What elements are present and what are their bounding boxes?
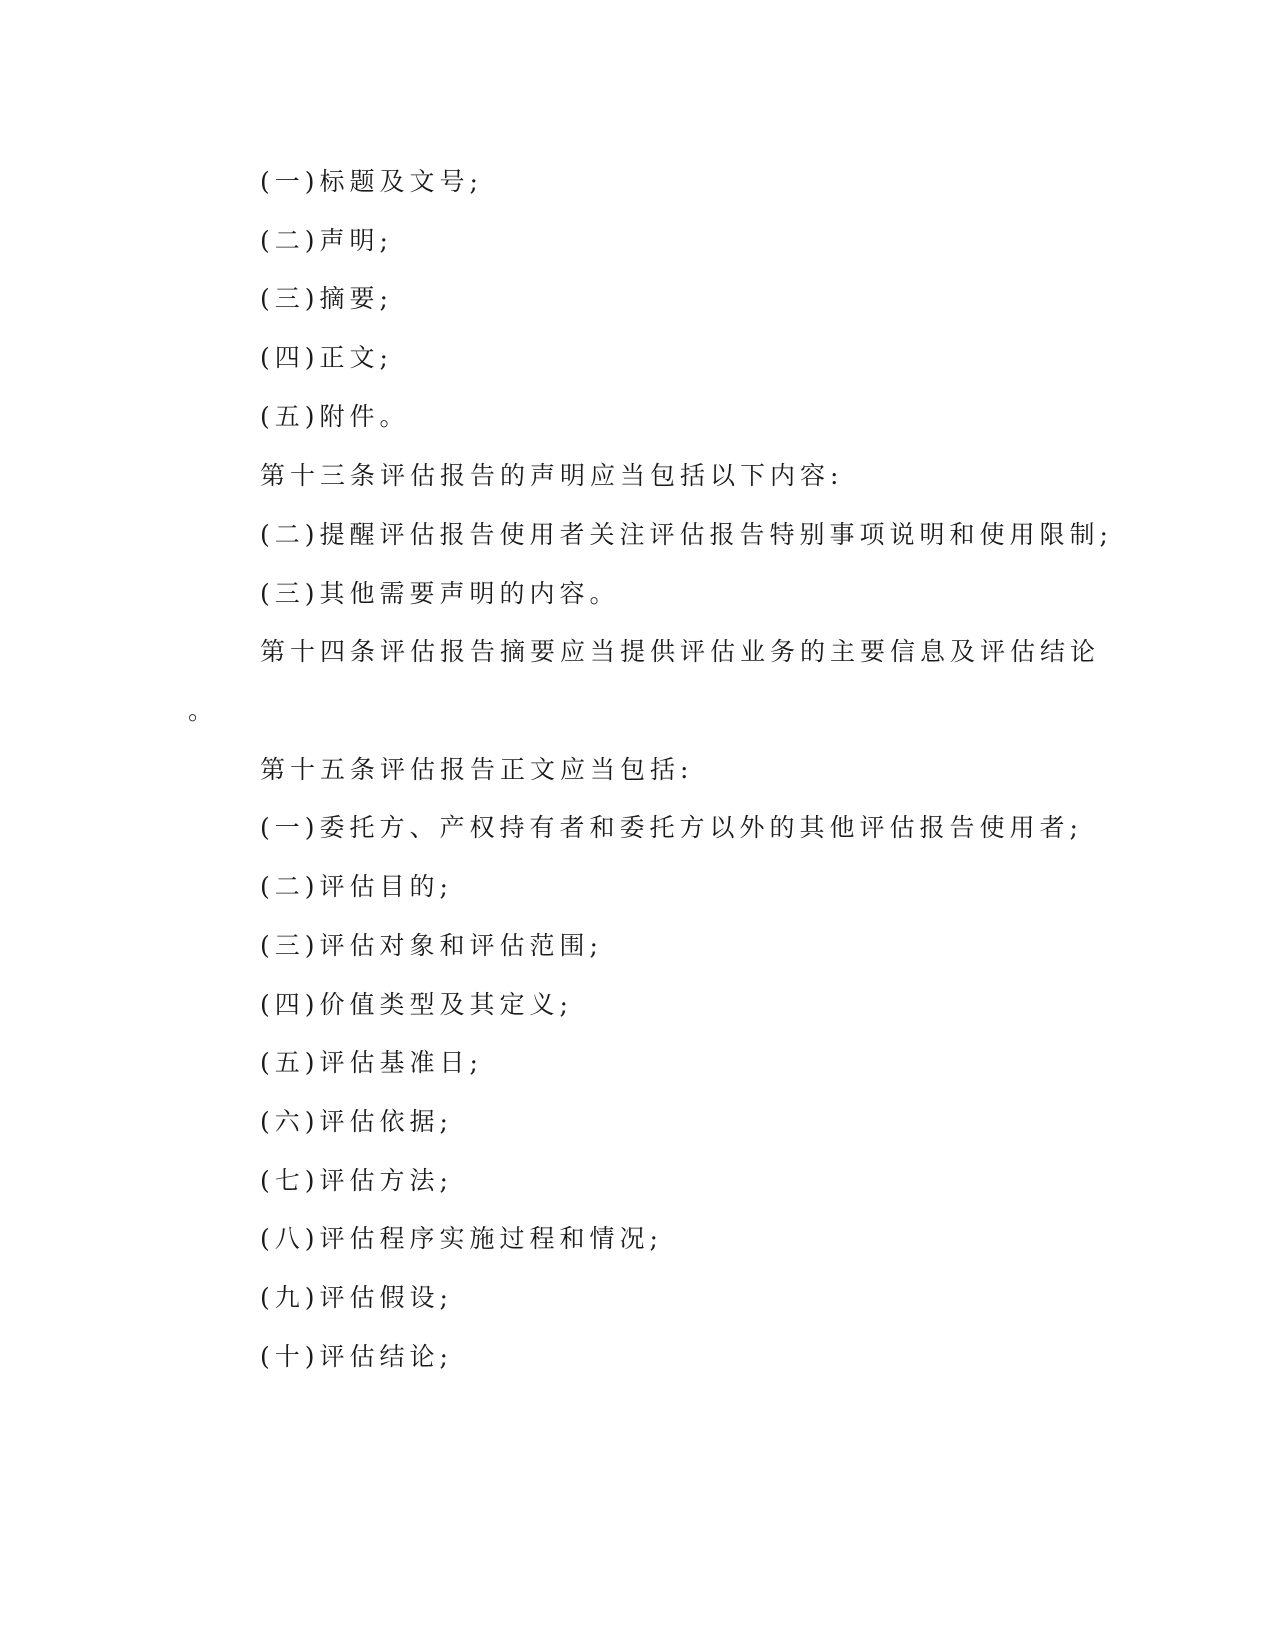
item-summary: (三)摘要; [260, 284, 393, 313]
article-13-heading: 第十三条评估报告的声明应当包括以下内容: [260, 461, 844, 490]
article-15-item-6: (六)评估依据; [260, 1107, 453, 1136]
article-14-text-end: 。 [188, 696, 219, 725]
article-15-item-5: (五)评估基准日; [260, 1048, 483, 1077]
article-15-item-10: (十)评估结论; [260, 1342, 453, 1371]
article-15-item-8: (八)评估程序实施过程和情况; [260, 1224, 663, 1253]
item-title-and-number: (一)标题及文号; [260, 167, 483, 196]
article-13-item-2: (二)提醒评估报告使用者关注评估报告特别事项说明和使用限制; [260, 520, 1113, 549]
item-statement: (二)声明; [260, 226, 393, 255]
item-attachments: (五)附件。 [260, 402, 410, 431]
article-13-item-3: (三)其他需要声明的内容。 [260, 579, 620, 608]
item-body-text: (四)正文; [260, 343, 393, 372]
article-15-item-1: (一)委托方、产权持有者和委托方以外的其他评估报告使用者; [260, 813, 1083, 842]
article-14-text: 第十四条评估报告摘要应当提供评估业务的主要信息及评估结论 [260, 637, 1101, 666]
article-15-heading: 第十五条评估报告正文应当包括: [260, 755, 694, 784]
article-15-item-2: (二)评估目的; [260, 872, 453, 901]
article-15-item-4: (四)价值类型及其定义; [260, 990, 573, 1019]
article-15-item-7: (七)评估方法; [260, 1166, 453, 1195]
article-15-item-3: (三)评估对象和评估范围; [260, 931, 603, 960]
article-15-item-9: (九)评估假设; [260, 1283, 453, 1312]
